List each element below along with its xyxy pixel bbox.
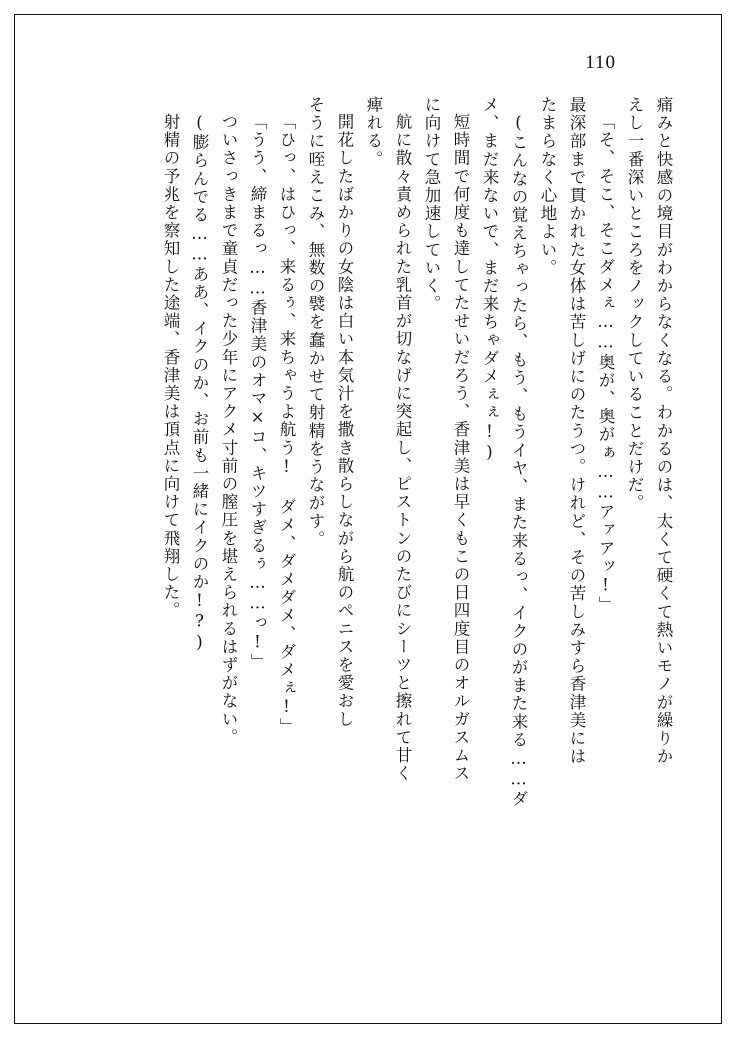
text-column: 射精の予兆を察知した途端、香津美は頂点に向けて飛翔した。 [161, 113, 180, 620]
text-column: たまらなく心地よい。 [538, 96, 557, 277]
text-column: 最深部まで貫かれた女体は苦しげにのたうつ。けれど、その苦しみすら香津美には [567, 96, 586, 766]
text-column: 航に散々責められた乳首が切なげに突起し、ピストンのたびにシーツと擦れて甘く [393, 113, 412, 783]
text-column: 開花したばかりの女陰は白い本気汁を撒き散らしながら航のペニスを愛おし [335, 113, 354, 729]
text-column: 痛みと快感の境目がわからなくなる。わかるのは、太くて硬くて熱いモノが繰りか [654, 96, 673, 766]
text-column: に向けて急加速していく。 [422, 96, 441, 314]
text-column: 「うう、締まるっ……香津美のオマ×コ、キツすぎるぅ……っ!」 [248, 113, 267, 671]
text-column: ついさっきまで童貞だった少年にアクメ寸前の膣圧を堪えられるはずがない。 [219, 113, 238, 747]
text-column: 「そ、そこ、そこダメぇ……奥が、奥がぁ……アァアッ!」 [596, 113, 615, 615]
page-number: 110 [585, 52, 616, 73]
text-column: 痺れる。 [364, 96, 383, 169]
vertical-text-block [58, 96, 678, 966]
text-column: メ、まだ来ないで、まだ来ちゃダメぇぇ!) [480, 96, 499, 463]
text-column: (こんなの覚えちゃったら、もう、もうイヤ、また来るっ、イクのがまた来る……ダ [509, 113, 528, 809]
text-column: (膨らんでる……ああ、イクのか、お前も一緒にイクのか!?) [190, 113, 209, 653]
text-column: 短時間で何度も達してたせいだろう、香津美は早くもこの日四度目のオルガスムス [451, 113, 470, 783]
text-column: そうに咥えこみ、無数の襞を蠢かせて射精をうながす。 [306, 96, 325, 549]
text-column: えし一番深いところをノックしていることだけだ。 [625, 96, 644, 513]
text-column: 「ひっ、はひっ、来るぅ、来ちゃうよ航う! ダメ、ダメダメ、ダメぇ!」 [277, 113, 296, 736]
